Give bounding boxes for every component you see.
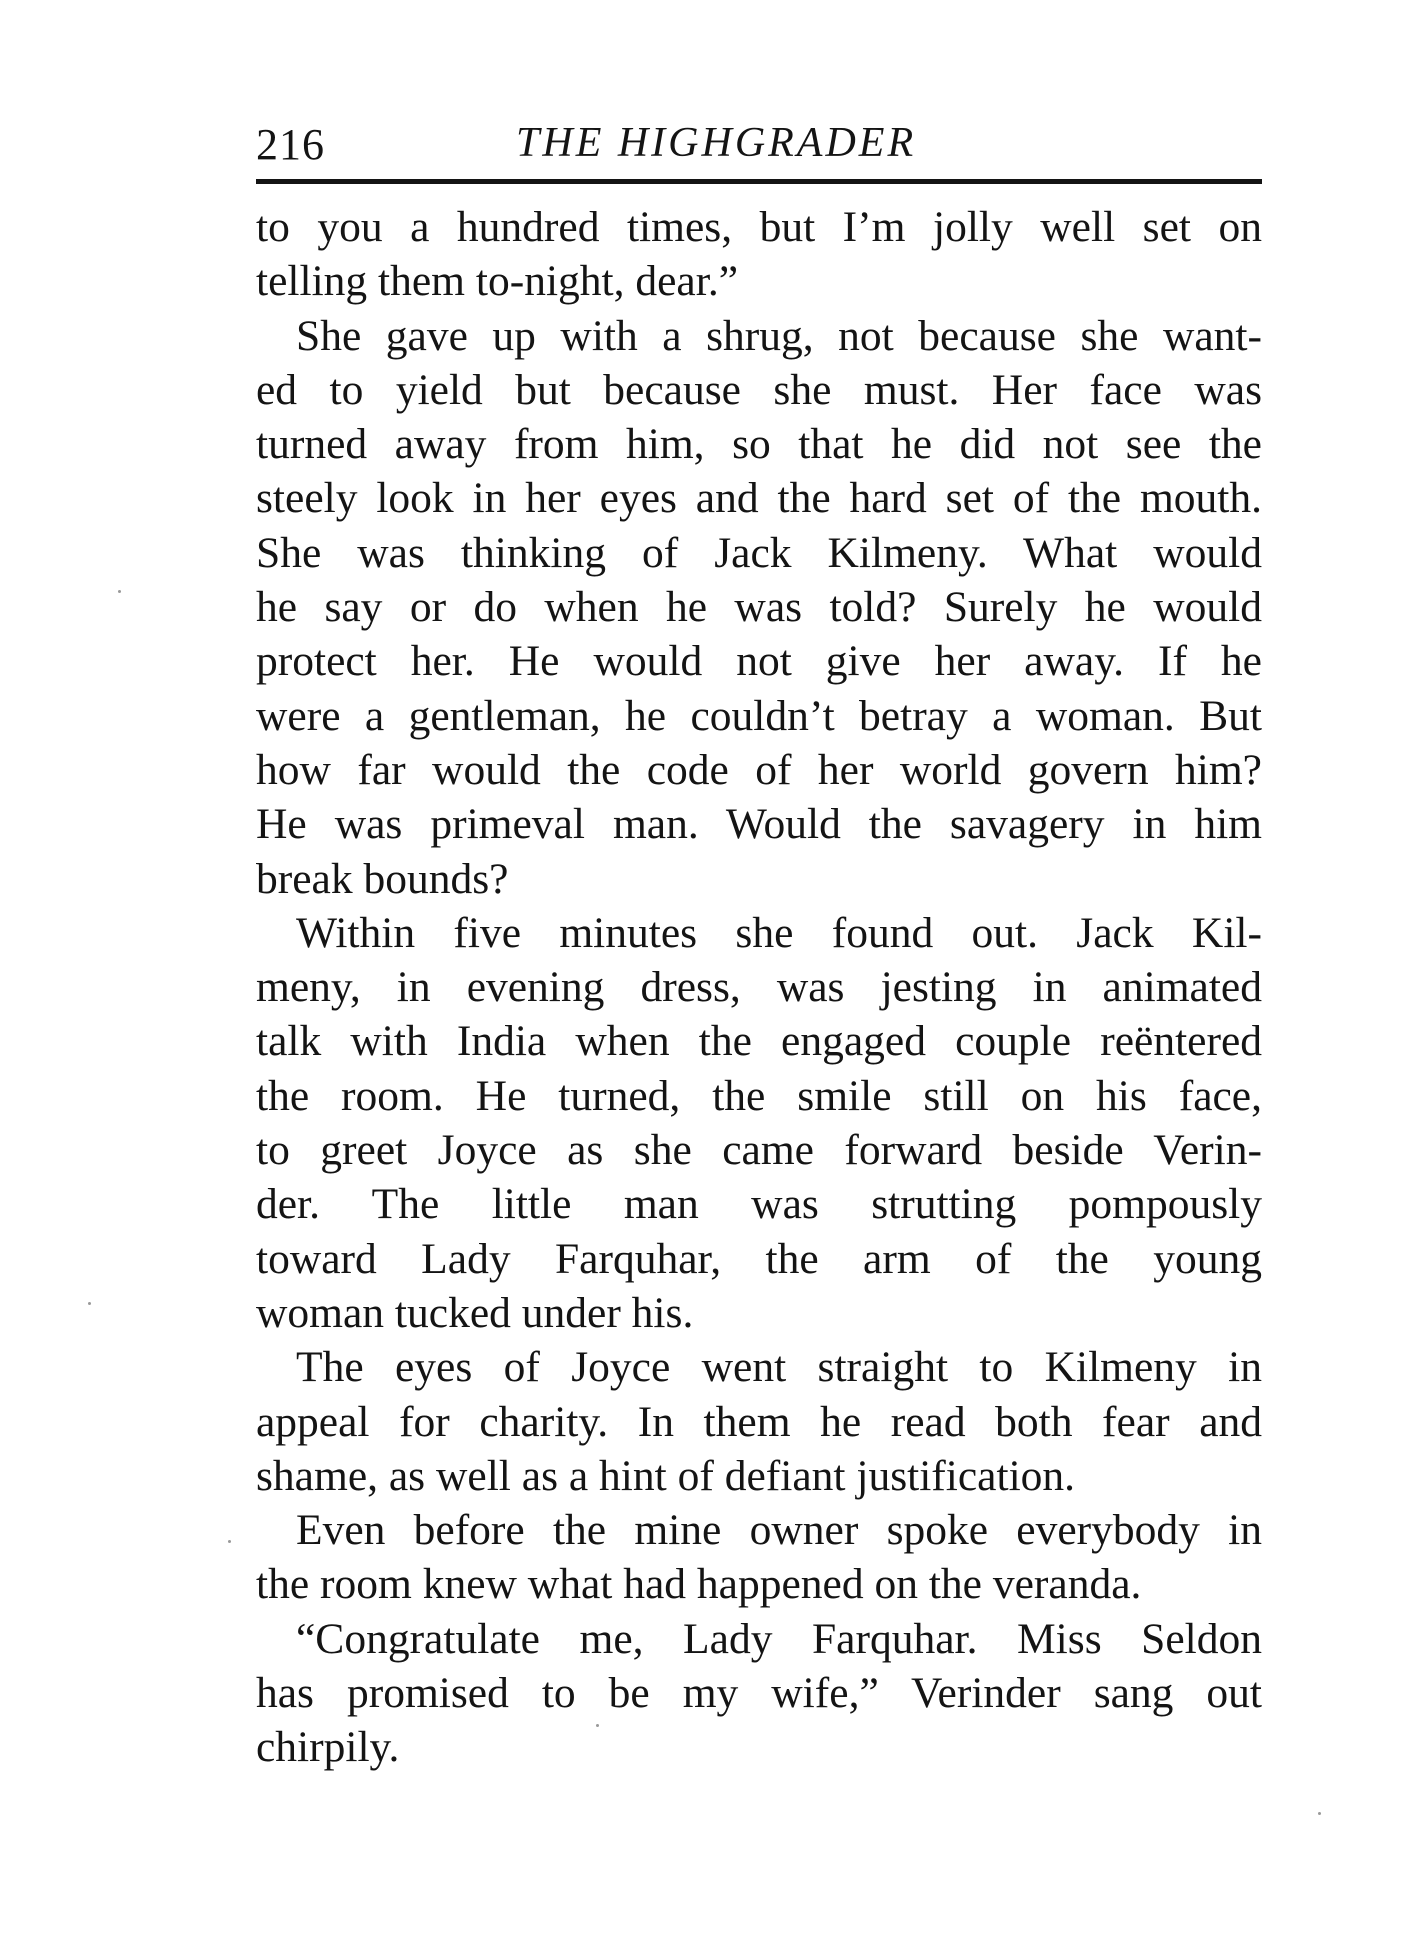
text-line: steely look in her eyes and the hard set of the mouth. <box>256 474 1262 523</box>
text-line: turned away from him, so that he did not see the <box>256 420 1262 469</box>
text-line: ed to yield but because she must. Her face was <box>256 365 1262 414</box>
header-rule <box>256 179 1262 184</box>
text-line: chirpily. <box>256 1723 400 1772</box>
text-line: toward Lady Farquhar, the arm of the young <box>256 1234 1262 1283</box>
text-line: the room. He turned, the smile still on his face, <box>256 1071 1262 1120</box>
text-line: appeal for charity. In them he read both fear and <box>256 1397 1262 1446</box>
page-number: 216 <box>256 120 325 169</box>
text-line: protect her. He would not give her away. If he <box>256 637 1262 686</box>
text-line: were a gentleman, he couldn’t betray a woman. But <box>256 691 1262 740</box>
text-line: how far would the code of her world govern him? <box>256 745 1262 794</box>
text-line: Even before the mine owner spoke everybody in <box>296 1506 1262 1555</box>
text-line: The eyes of Joyce went straight to Kilmeny in <box>296 1343 1262 1392</box>
paper-speck <box>228 1540 231 1543</box>
body-text <box>256 200 1262 1775</box>
text-line: talk with India when the engaged couple reëntered <box>256 1017 1262 1066</box>
paper-speck <box>596 1724 599 1727</box>
text-line: der. The little man was strutting pompously <box>256 1180 1262 1229</box>
text-line: meny, in evening dress, was jesting in animated <box>256 963 1262 1012</box>
running-title: THE HIGHGRADER <box>516 120 917 166</box>
text-line: She was thinking of Jack Kilmeny. What would <box>256 528 1262 577</box>
text-line: He was primeval man. Would the savagery in him <box>256 800 1262 849</box>
text-line: he say or do when he was told? Surely he would <box>256 583 1262 632</box>
text-line: to greet Joyce as she came forward beside Verin- <box>256 1126 1262 1175</box>
text-line: the room knew what had happened on the veranda. <box>256 1560 1142 1609</box>
text-line: “Congratulate me, Lady Farquhar. Miss Seldon <box>296 1614 1262 1663</box>
text-line: has promised to be my wife,” Verinder sang out <box>256 1669 1262 1718</box>
running-head <box>256 113 1262 173</box>
text-line: shame, as well as a hint of defiant justification. <box>256 1451 1076 1500</box>
text-line: telling them to-night, dear.” <box>256 257 739 306</box>
text-line: to you a hundred times, but I’m jolly well set on <box>256 203 1262 251</box>
paper-speck <box>88 1302 91 1305</box>
text-line: She gave up with a shrug, not because she want- <box>296 311 1262 360</box>
text-line: woman tucked under his. <box>256 1288 694 1337</box>
paper-speck <box>118 590 121 593</box>
text-line: Within five minutes she found out. Jack Kil- <box>296 908 1262 957</box>
paper-speck <box>1318 1812 1321 1815</box>
text-line: break bounds? <box>256 854 509 903</box>
